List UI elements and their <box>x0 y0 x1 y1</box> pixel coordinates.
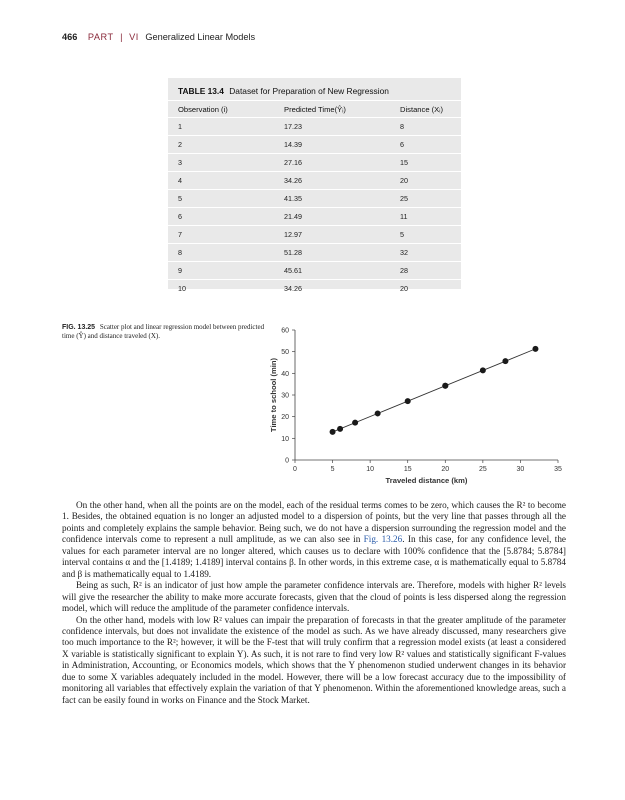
cell-observation: 7 <box>178 230 182 239</box>
cell-predicted-time: 27.16 <box>284 158 302 167</box>
figure-label: FIG. 13.25 <box>62 324 96 331</box>
chart-axes <box>295 330 558 460</box>
cell-distance: 28 <box>400 266 408 275</box>
y-tick-label: 60 <box>281 327 289 335</box>
table-row <box>168 208 461 226</box>
data-point <box>532 346 538 352</box>
cell-distance: 20 <box>400 176 408 185</box>
table-row <box>168 154 461 172</box>
cell-predicted-time: 34.26 <box>284 176 302 185</box>
x-tick-label: 30 <box>516 466 525 473</box>
figure-caption-text: Scatter plot and linear regression model between predicted time (Ŷ) and distance traveled (X). <box>62 323 265 340</box>
y-tick-label: 0 <box>285 457 289 465</box>
x-tick-label: 25 <box>478 466 487 473</box>
cell-predicted-time: 51.28 <box>284 248 302 257</box>
table-label: TABLE 13.4 <box>178 86 224 96</box>
page-number: 466 <box>62 32 78 42</box>
body-text <box>62 500 566 706</box>
header-observation: Observation (i) <box>178 105 228 114</box>
table-row <box>168 226 461 244</box>
paragraph-1 <box>62 500 566 580</box>
figure-reference-link[interactable]: Fig. 13.26 <box>363 534 403 545</box>
header-predicted-time: Predicted Time(Ŷᵢ) <box>284 105 346 114</box>
y-axis-label: Time to school (min) <box>269 357 278 433</box>
cell-observation: 2 <box>178 140 182 149</box>
data-table <box>168 78 461 293</box>
x-tick-label: 35 <box>554 466 562 473</box>
x-tick-label: 0 <box>293 466 297 473</box>
x-tick-label: 15 <box>403 466 412 473</box>
table-row <box>168 118 461 136</box>
section-title: Generalized Linear Models <box>145 32 256 42</box>
table-row <box>168 262 461 280</box>
cell-distance: 25 <box>400 194 408 203</box>
cell-predicted-time: 14.39 <box>284 140 302 149</box>
table-row <box>168 280 461 298</box>
figure-caption <box>62 323 272 341</box>
paragraph-1-part-b: . In this case, for any confidence level, the values for each parameter interval are no longer altered, which causes us to declare with 100% confidence that the [5.8784; 5.8784] interval contains α and the [1.4189; 1.4189] interval contains β. In other words, in this extreme case, α is mathematically equal to 5.8784 and β is mathematically equal to 1.4189. <box>62 534 566 579</box>
cell-predicted-time: 45.61 <box>284 266 302 275</box>
running-head <box>62 32 255 42</box>
cell-observation: 3 <box>178 158 182 167</box>
part-label: PART <box>87 32 114 42</box>
y-tick-label: 40 <box>281 370 289 378</box>
table-header-row <box>168 100 461 118</box>
data-point <box>502 358 508 364</box>
cell-observation: 8 <box>178 248 182 257</box>
cell-observation: 6 <box>178 212 182 221</box>
cell-distance: 5 <box>400 230 404 239</box>
cell-predicted-time: 17.23 <box>284 122 302 131</box>
cell-predicted-time: 21.49 <box>284 212 302 221</box>
table-row <box>168 190 461 208</box>
y-tick-label: 30 <box>281 392 289 400</box>
y-tick-label: 50 <box>281 349 289 357</box>
cell-observation: 5 <box>178 194 182 203</box>
table-title <box>178 86 389 96</box>
x-axis-label: Traveled distance (km) <box>385 476 468 485</box>
cell-distance: 11 <box>400 212 408 221</box>
y-tick-label: 20 <box>281 414 289 422</box>
y-tick-label: 10 <box>281 435 289 443</box>
cell-observation: 4 <box>178 176 182 185</box>
table-row <box>168 172 461 190</box>
data-point <box>375 410 381 416</box>
paragraph-3: On the other hand, models with low R² values can impair the preparation of forecasts in that the greater amplitude of the parameter confidence intervals, but does not invalidate the existence of the model as such. As we have already discussed, many researchers give too much importance to the R²; however, it will be the F-test that will truly confirm that a regression model exists (at least a considered X variable is statistically significant to explain Y). As such, it is not rare to find very low R² values and statistically significant F-values in Administration, Accounting, or Economics models, which shows that the Y phenomenon studied underwent changes in its behavior due to some X variables adequately included in the model. However, there will be a low forecast accuracy due to the impossibility of monitoring all variables that effectively explain the variation of that Y phenomenon. Within the aforementioned knowledge areas, such a fact can be easily found in works on Finance and the Stock Market. <box>62 614 566 705</box>
data-point <box>337 426 343 432</box>
scatter-chart <box>268 322 568 492</box>
paragraph-1-part-a: On the other hand, when all the points are on the model, each of the residual terms comes to be zero, which causes the R² to become 1. Besides, the obtained equation is no longer an adjusted model to a dispersion of points, but the very line that passes through all the points and completely explains the sample behavior. Being such, we do not have a dispersion surrounding the regression model and the confidence intervals come to represent a null amplitude, as we can also see in <box>62 500 566 545</box>
cell-predicted-time: 41.35 <box>284 194 302 203</box>
data-point <box>442 383 448 389</box>
data-point <box>480 367 486 373</box>
cell-predicted-time: 12.97 <box>284 230 302 239</box>
data-point <box>405 398 411 404</box>
x-tick-label: 20 <box>441 466 450 473</box>
cell-distance: 6 <box>400 140 404 149</box>
cell-predicted-time: 34.26 <box>284 284 302 293</box>
table-row <box>168 244 461 262</box>
x-tick-label: 5 <box>330 466 335 473</box>
data-point <box>352 420 358 426</box>
cell-distance: 15 <box>400 158 408 167</box>
cell-distance: 32 <box>400 248 408 257</box>
cell-distance: 8 <box>400 122 404 131</box>
x-tick-label: 10 <box>366 466 375 473</box>
table-row <box>168 136 461 154</box>
part-separator: | <box>120 32 123 42</box>
data-point <box>330 429 336 435</box>
cell-observation: 10 <box>178 284 186 293</box>
part-number: VI <box>129 32 139 42</box>
table-caption: Dataset for Preparation of New Regression <box>229 86 389 96</box>
cell-observation: 9 <box>178 266 182 275</box>
paragraph-2: Being as such, R² is an indicator of just how ample the parameter confidence intervals are. Therefore, models with higher R² levels will give the researcher the ability to make more accurate forecasts, given that the cloud of points is less dispersed along the regression model, which will reduce the amplitude of the parameter confidence intervals. <box>62 580 566 614</box>
cell-observation: 1 <box>178 122 182 131</box>
chart-ticks <box>281 328 562 474</box>
header-distance: Distance (Xᵢ) <box>400 105 443 114</box>
cell-distance: 20 <box>400 284 408 293</box>
